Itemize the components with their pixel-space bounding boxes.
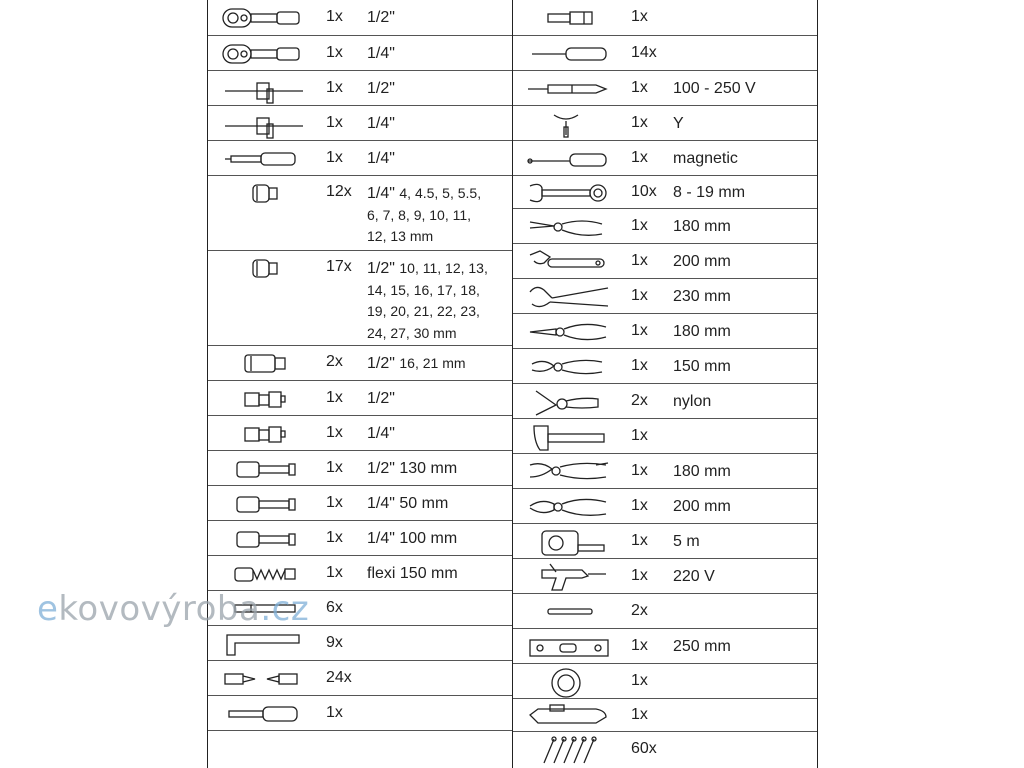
list-item [208, 141, 512, 176]
item-specification [673, 567, 715, 588]
item-quantity: 1x [326, 423, 343, 441]
list-item [208, 486, 512, 521]
item-quantity: 10x [631, 182, 657, 200]
spec-main: 200 mm [673, 252, 731, 270]
list-item [513, 489, 817, 524]
combination-wrench-icon [523, 176, 615, 210]
item-specification [367, 564, 458, 585]
list-item [513, 419, 817, 454]
pliers-icon [523, 210, 615, 244]
list-item [513, 106, 817, 141]
item-specification [673, 462, 731, 483]
item-specification [673, 183, 745, 204]
utility-knife-icon [523, 699, 615, 733]
list-item [208, 416, 512, 451]
spec-main: 1/4" 50 mm [367, 494, 449, 512]
hex-key-icon [218, 627, 310, 661]
list-item [513, 594, 817, 629]
list-item [208, 176, 512, 251]
item-specification [367, 389, 395, 410]
spec-size-list: 16, 21 mm [399, 355, 466, 371]
long-nose-pliers-icon [523, 315, 615, 349]
item-specification [673, 637, 731, 658]
hammer-icon [523, 420, 615, 454]
item-specification [367, 79, 395, 100]
list-item [513, 454, 817, 489]
item-quantity: 1x [631, 496, 648, 514]
item-quantity: 1x [631, 113, 648, 131]
spring-clamp-icon [523, 385, 615, 419]
item-specification [673, 322, 731, 343]
spec-main: 200 mm [673, 497, 731, 515]
bits-icon [218, 662, 310, 696]
item-quantity: 1x [326, 78, 343, 96]
spinner-handle-icon [218, 142, 310, 176]
item-quantity: 1x [326, 113, 343, 131]
item-quantity: 1x [631, 705, 648, 723]
water-pump-pliers-icon [523, 280, 615, 314]
list-item [208, 731, 512, 768]
spec-main: Y [673, 114, 684, 132]
spec-size-list: 24, 27, 30 mm [367, 324, 457, 341]
bit-holder-icon [523, 1, 615, 35]
spec-main: magnetic [673, 149, 738, 167]
insulating-tape-icon [523, 665, 615, 699]
item-specification [367, 149, 395, 170]
list-item [513, 176, 817, 209]
item-quantity: 2x [631, 601, 648, 619]
spec-main: 1/4" [367, 424, 395, 442]
list-item [513, 141, 817, 176]
item-quantity: 1x [631, 251, 648, 269]
item-specification [673, 357, 731, 378]
spec-main: 1/2" [367, 9, 395, 26]
item-quantity: 1x [326, 148, 343, 166]
item-quantity: 1x [326, 8, 343, 25]
list-item [208, 521, 512, 556]
spec-main: 180 mm [673, 217, 731, 235]
item-quantity: 1x [631, 286, 648, 304]
spec-main: 1/4" [367, 149, 395, 167]
spec-main: 1/4" [367, 44, 395, 62]
list-item [513, 36, 817, 71]
list-item [208, 346, 512, 381]
item-specification [367, 353, 466, 375]
item-specification [673, 497, 731, 518]
bit-driver-icon [218, 697, 310, 731]
item-quantity: 17x [326, 258, 352, 275]
left-column [208, 0, 512, 768]
spec-main: 180 mm [673, 322, 731, 340]
spec-main: flexi 150 mm [367, 564, 458, 582]
tape-measure-icon [523, 525, 615, 559]
t-bar-icon [218, 72, 310, 106]
item-quantity: 1x [631, 426, 648, 444]
list-item [208, 106, 512, 141]
list-item [513, 524, 817, 559]
item-quantity: 1x [326, 388, 343, 406]
spirit-level-icon [523, 630, 615, 664]
magnetic-pickup-icon [523, 142, 615, 176]
list-item [513, 0, 817, 36]
spec-size-list: 19, 20, 21, 22, 23, [367, 303, 480, 319]
list-item [513, 279, 817, 314]
spec-main: 1/4" 100 mm [367, 529, 458, 547]
ratchet-icon [218, 1, 310, 35]
item-specification [367, 44, 395, 65]
list-item [513, 209, 817, 244]
list-item [513, 71, 817, 106]
item-specification [367, 183, 481, 248]
spec-main: 8 - 19 mm [673, 183, 746, 201]
screwdriver-icon [523, 37, 615, 71]
side-cutter-icon [523, 350, 615, 384]
universal-joint-icon [218, 417, 310, 451]
list-item [208, 661, 512, 696]
wire-stripper-icon [523, 490, 615, 524]
spec-main: 1/2" [367, 355, 395, 372]
item-quantity: 24x [326, 668, 352, 686]
spec-main: nylon [673, 392, 712, 410]
glue-stick-icon [523, 595, 615, 629]
item-quantity: 2x [631, 391, 648, 409]
list-item [208, 556, 512, 591]
item-quantity: 1x [631, 566, 648, 584]
item-specification [367, 114, 395, 135]
item-specification [367, 459, 457, 480]
item-quantity: 1x [631, 78, 648, 96]
spec-size-list: 10, 11, 12, 13, [399, 260, 488, 276]
extension-bar-icon [218, 452, 310, 486]
spec-main: 1/2" [367, 79, 395, 97]
list-item [208, 626, 512, 661]
glue-gun-icon [523, 560, 615, 594]
list-item [208, 251, 512, 346]
spec-size-list: 6, 7, 8, 9, 10, 11, [367, 206, 472, 223]
extension-bar-icon [218, 522, 310, 556]
socket-icon [218, 176, 310, 210]
item-specification [673, 287, 731, 308]
item-quantity: 1x [326, 528, 343, 546]
spec-main: 1/4" [367, 185, 395, 202]
item-quantity: 14x [631, 43, 657, 61]
item-quantity: 1x [631, 531, 648, 549]
item-specification [367, 258, 488, 344]
list-item [513, 349, 817, 384]
item-specification [367, 424, 395, 445]
item-quantity: 1x [326, 458, 343, 476]
item-quantity: 6x [326, 598, 343, 616]
item-quantity: 1x [631, 461, 648, 479]
list-item [208, 0, 512, 36]
spec-main: 250 mm [673, 637, 731, 655]
item-specification [367, 494, 448, 515]
list-item [513, 314, 817, 349]
item-quantity: 2x [326, 353, 343, 370]
list-item [513, 244, 817, 279]
locking-pliers-icon [523, 455, 615, 489]
list-item [208, 451, 512, 486]
parts-list-sheet [207, 0, 818, 768]
spec-main: 150 mm [673, 357, 731, 375]
adjustable-wrench-icon [523, 245, 615, 279]
spec-main: 1/2" 130 mm [367, 459, 458, 477]
list-item [513, 664, 817, 699]
t-bar-icon [218, 107, 310, 141]
list-item [513, 699, 817, 732]
item-quantity: 60x [631, 740, 657, 757]
item-quantity: 1x [326, 563, 343, 581]
flexible-extension-icon [218, 557, 310, 591]
item-quantity: 1x [326, 493, 343, 511]
universal-joint-icon [218, 382, 310, 416]
list-item [513, 732, 817, 768]
item-specification [673, 114, 684, 135]
item-quantity: 1x [631, 216, 648, 234]
list-item [513, 384, 817, 419]
spec-main: 1/4" [367, 114, 395, 132]
extension-bar-icon [218, 487, 310, 521]
item-quantity: 1x [631, 8, 648, 25]
spec-size-list: 14, 15, 16, 17, 18, [367, 281, 480, 298]
item-quantity: 9x [326, 633, 343, 651]
item-specification [673, 217, 731, 238]
spec-main: 230 mm [673, 287, 731, 305]
item-quantity: 1x [631, 148, 648, 166]
item-quantity: 1x [326, 43, 343, 61]
socket-icon [218, 251, 310, 285]
spec-main: 1/2" [367, 389, 395, 407]
item-specification [673, 532, 700, 553]
item-quantity: 1x [631, 636, 648, 654]
item-specification [673, 79, 756, 100]
spec-size-list: 12, 13 mm [367, 228, 434, 244]
item-quantity: 1x [326, 703, 343, 721]
spec-main: 1/2" [367, 260, 395, 277]
item-specification [367, 8, 395, 29]
voltage-tester-icon [523, 72, 615, 106]
item-quantity: 1x [631, 356, 648, 374]
list-item [208, 381, 512, 416]
item-specification [367, 529, 457, 550]
list-item [208, 36, 512, 71]
spec-main: 180 mm [673, 462, 731, 480]
list-item [208, 71, 512, 106]
right-column [513, 0, 817, 768]
item-specification [673, 252, 731, 273]
item-quantity: 1x [631, 321, 648, 339]
item-quantity: 12x [326, 183, 352, 200]
spec-main: 5 m [673, 532, 700, 550]
item-quantity: 1x [631, 671, 648, 689]
cable-ties-icon [523, 733, 615, 767]
watermark-logo: ekovovýroba.cz [37, 589, 310, 629]
spec-main: 220 V [673, 567, 715, 585]
spec-size-list: 4, 4.5, 5, 5.5, [399, 185, 482, 201]
spec-main: 100 - 250 V [673, 79, 756, 97]
deep-socket-icon [218, 346, 310, 380]
list-item [513, 629, 817, 664]
list-item [513, 559, 817, 594]
item-specification [673, 392, 711, 413]
item-specification [673, 149, 738, 170]
ratchet-icon [218, 37, 310, 71]
list-item [208, 696, 512, 731]
y-adapter-icon [523, 107, 615, 141]
